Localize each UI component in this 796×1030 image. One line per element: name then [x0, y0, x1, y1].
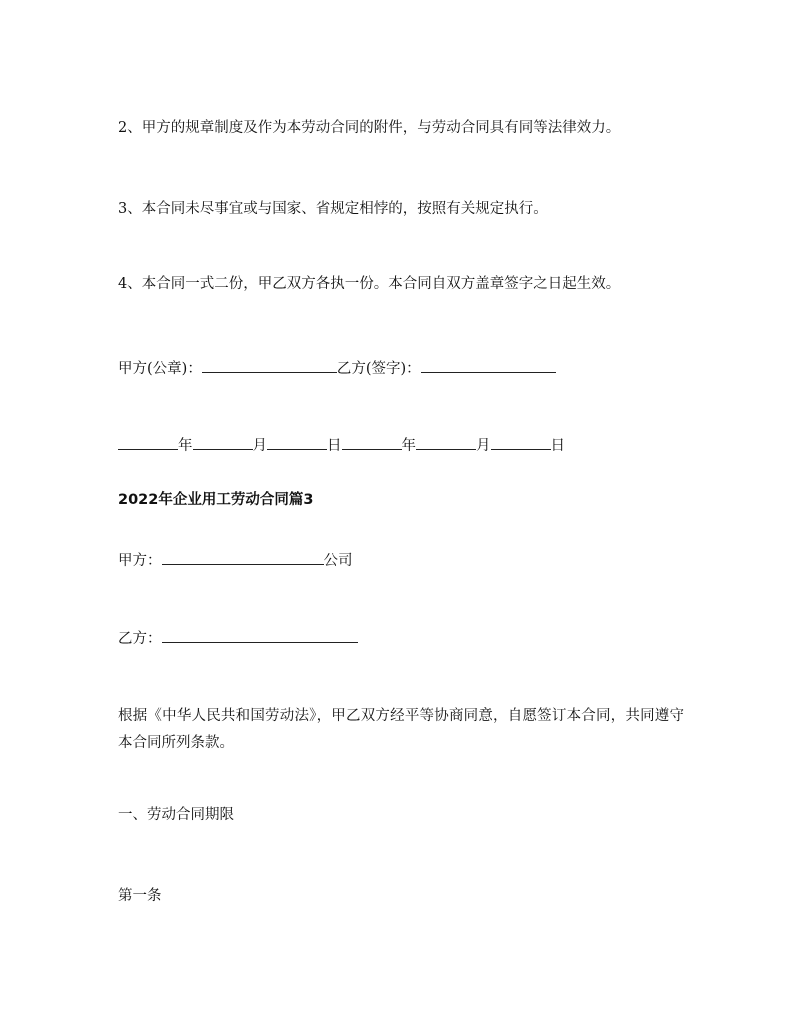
party-a-company-blank[interactable]	[162, 548, 324, 565]
day-label: 日	[327, 438, 342, 454]
party-a-line	[118, 548, 353, 571]
party-b-sign-blank[interactable]	[421, 356, 556, 373]
clause-3: 3、本合同未尽事宜或与国家、省规定相悖的，按照有关规定执行。	[118, 201, 548, 217]
month-label: 月	[252, 438, 267, 454]
month-label: 月	[476, 438, 491, 454]
party-b-line	[118, 626, 358, 649]
year-label: 年	[178, 438, 193, 454]
date-line	[118, 433, 565, 456]
company-suffix: 公司	[323, 553, 353, 569]
clause-4: 4、本合同一式二份，甲乙双方各执一份。本合同自双方盖章签字之日起生效。	[118, 276, 621, 292]
party-b-year-blank[interactable]	[342, 433, 402, 450]
party-b-sign-label: 乙方(签字)：	[336, 361, 421, 377]
party-b-name-blank[interactable]	[162, 626, 358, 643]
day-label: 日	[550, 438, 565, 454]
party-b-day-blank[interactable]	[491, 433, 551, 450]
article-heading: 第一条	[118, 888, 162, 904]
party-b-month-blank[interactable]	[416, 433, 476, 450]
clause-2: 2、甲方的规章制度及作为本劳动合同的附件，与劳动合同具有同等法律效力。	[118, 120, 621, 136]
party-a-year-blank[interactable]	[118, 433, 178, 450]
party-a-day-blank[interactable]	[267, 433, 327, 450]
party-b-label: 乙方：	[118, 631, 162, 647]
intro-paragraph: 根据《中华人民共和国劳动法》，甲乙双方经平等协商同意，自愿签订本合同，共同遵守本合同所列条款。	[118, 708, 684, 751]
signature-line	[118, 356, 556, 379]
party-a-seal-label: 甲方(公章)：	[118, 361, 202, 377]
chapter-heading: 一、劳动合同期限	[118, 807, 234, 823]
party-a-seal-blank[interactable]	[202, 356, 337, 373]
party-a-month-blank[interactable]	[193, 433, 253, 450]
section-title: 2022年企业用工劳动合同篇3	[118, 492, 314, 508]
party-a-label: 甲方：	[118, 553, 162, 569]
year-label: 年	[401, 438, 416, 454]
